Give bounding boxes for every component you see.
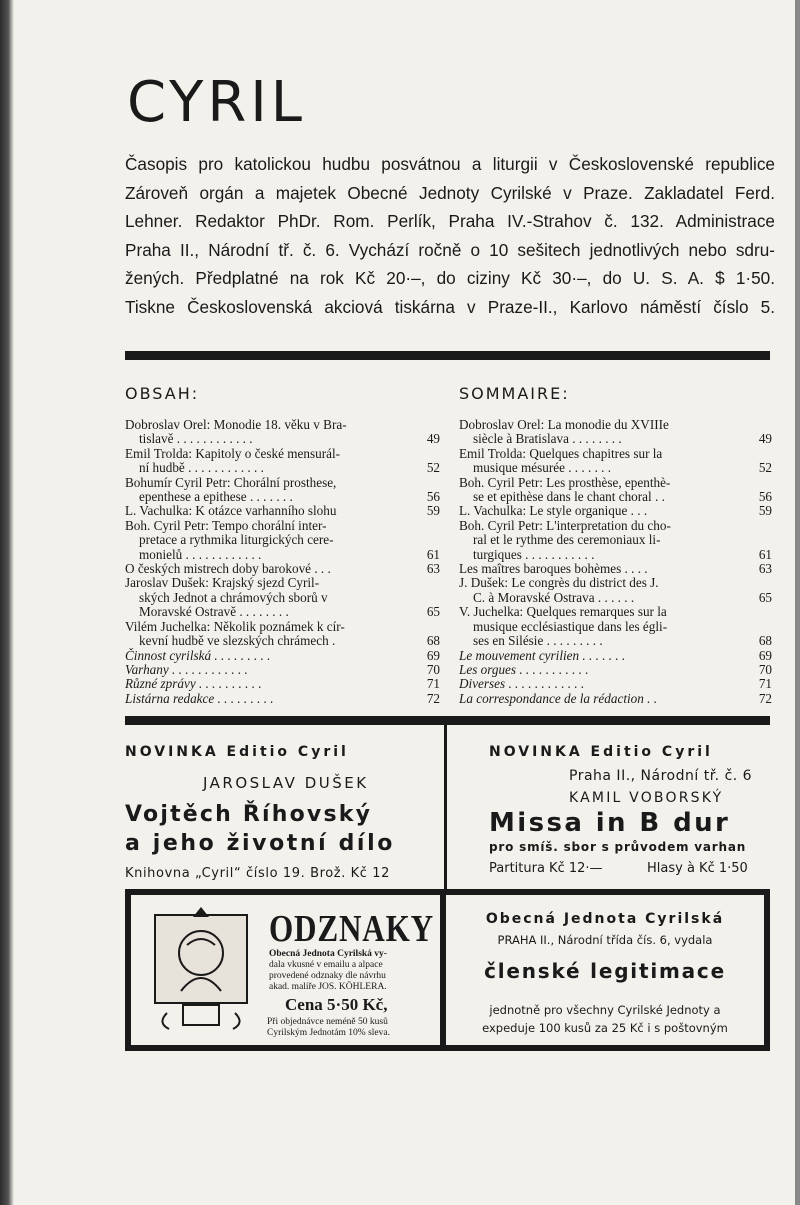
ad-kicker: NOVINKA Editio Cyril <box>489 744 713 760</box>
contents-heading-cs: OBSAH: <box>125 384 200 403</box>
contents-entry <box>459 519 772 562</box>
contents-entry-text: siècle à Bratislava . . . . . . . . <box>473 431 622 447</box>
contents-entry-text: Boh. Cyril Petr: L'interpretation du cho- <box>459 517 671 533</box>
contents-entry-page: 52 <box>758 460 772 476</box>
contents-entry <box>459 677 772 691</box>
contents-entry <box>125 677 440 691</box>
page-binding-edge <box>0 0 14 1205</box>
contents-entry-text: Bohumír Cyril Petr: Chorální prosthese, <box>125 474 337 490</box>
ad-book-title-line1: Vojtěch Říhovský <box>125 802 373 827</box>
contents-entry-text: Vilém Juchelka: Několik poznámek k cír- <box>125 618 345 634</box>
contents-entry-page: 52 <box>426 460 440 476</box>
ad-address: Praha II., Národní tř. č. 6 <box>569 768 753 784</box>
badge-emblem-icon <box>147 905 257 1035</box>
contents-entry <box>459 476 772 505</box>
badges-description <box>269 949 387 993</box>
contents-entry <box>125 504 440 518</box>
contents-entry-text: ses en Silésie . . . . . . . . . <box>473 633 603 649</box>
contents-entry-page: 49 <box>758 431 772 447</box>
contents-entry-page: 65 <box>426 604 440 620</box>
contents-entry <box>125 562 440 576</box>
badges-note <box>267 1017 390 1039</box>
contents-entry-text: monielů . . . . . . . . . . . . <box>139 546 262 562</box>
badges-text-line: akad. malíře JOS. KÖHLERA. <box>269 982 387 992</box>
page-right-edge <box>795 0 800 1205</box>
ad-price-score: Partitura Kč 12·— <box>489 861 603 876</box>
description-line: Zároveň orgán a majetek Obecné Jednoty Cyrilské v Praze. Zakladatel Ferd. <box>125 182 775 203</box>
ad-mass-subtitle: pro smíš. sbor s průvodem varhan <box>489 840 747 854</box>
ad-membership-frame <box>440 889 770 1051</box>
contents-entry-text: J. Dušek: Le congrès du district des J. <box>459 575 659 591</box>
contents-entry-text: musique ecclésiastique dans les égli- <box>473 618 668 634</box>
contents-entry <box>125 519 440 562</box>
contents-entry-page: 69 <box>426 647 440 663</box>
contents-entry-text: Varhany . . . . . . . . . . . . <box>125 661 248 677</box>
contents-entry-page: 63 <box>426 561 440 577</box>
contents-entry-text: Boh. Cyril Petr: Tempo chorální inter- <box>125 517 327 533</box>
contents-entry <box>459 576 772 605</box>
contents-entry-text: L. Vachulka: K otázce varhanního slohu <box>125 503 337 519</box>
contents-entry-text: Le mouvement cyrilien . . . . . . . <box>459 647 626 663</box>
ad-price-parts: Hlasy à Kč 1·50 <box>647 861 748 876</box>
contents-entry <box>459 562 772 576</box>
contents-entry-page: 65 <box>758 589 772 605</box>
ad-badges-frame <box>125 889 446 1051</box>
contents-entry-text: se et epithèse dans le chant choral . . <box>473 489 665 505</box>
contents-entry <box>459 504 772 518</box>
contents-entry <box>459 663 772 677</box>
contents-entry-page: 70 <box>758 661 772 677</box>
contents-entry-page: 68 <box>426 633 440 649</box>
contents-entry-page: 63 <box>758 561 772 577</box>
badges-text-line: provedené odznaky dle návrhu <box>269 971 386 981</box>
contents-entry-text: Emil Trolda: Quelques chapitres sur la <box>459 445 663 461</box>
ad-kicker: NOVINKA Editio Cyril <box>125 744 349 760</box>
contents-entry-text: Činnost cyrilská . . . . . . . . . <box>125 647 271 663</box>
contents-entry-page: 68 <box>758 633 772 649</box>
membership-address: PRAHA II., Národní třída čís. 6, vydala <box>497 933 713 947</box>
contents-entry-text: pretace a rythmika liturgických cere- <box>139 532 334 548</box>
contents-entry-page: 71 <box>426 676 440 692</box>
description-line: Tiskne Československá akciová tiskárna v Praze-II., Karlovo náměstí číslo 5. <box>125 296 775 317</box>
ad-author: JAROSLAV DUŠEK <box>203 774 369 792</box>
badges-note-line: Cyrilským Jednotám 10% sleva. <box>267 1028 390 1038</box>
ad-book-riihovsky <box>125 738 440 888</box>
contents-entry-text: Jaroslav Dušek: Krajský sjezd Cyril- <box>125 575 320 591</box>
description-line: Praha II., Národní tř. č. 6. Vychází ročně o 10 sešitech jednotlivých nebo sdru- <box>125 239 775 260</box>
ad-mass-title: Missa in B dur <box>489 808 731 838</box>
contents-entry <box>459 649 772 663</box>
contents-entry <box>125 447 440 476</box>
badges-text-line: Obecná Jednota Cyrilská vy- <box>269 949 387 959</box>
contents-entry <box>125 576 440 619</box>
contents-entry-page: 56 <box>758 489 772 505</box>
contents-entry <box>125 692 440 706</box>
ad-divider <box>444 725 447 890</box>
contents-list-cs <box>125 418 440 706</box>
contents-entry-text: L. Vachulka: Le style organique . . . <box>459 503 648 519</box>
ad-missa <box>489 738 774 888</box>
contents-entry-text: epenthese a epithese . . . . . . . <box>139 489 293 505</box>
contents-entry-page: 49 <box>426 431 440 447</box>
contents-entry <box>125 663 440 677</box>
journal-title: CYRIL <box>127 70 306 135</box>
contents-entry-text: Les orgues . . . . . . . . . . . <box>459 661 589 677</box>
contents-entry-text: Boh. Cyril Petr: Les prosthèse, epenthè- <box>459 474 671 490</box>
contents-entry-page: 70 <box>426 661 440 677</box>
membership-title: členské legitimace <box>484 959 726 983</box>
membership-text-line: jednotně pro všechny Cyrilské Jednoty a <box>489 1003 721 1017</box>
contents-entry-text: Dobroslav Orel: La monodie du XVIIIe <box>459 417 669 432</box>
contents-entry-page: 72 <box>426 690 440 706</box>
contents-entry-text: ských Jednot a chrámových sborů v <box>139 589 328 605</box>
contents-entry <box>459 447 772 476</box>
contents-entry-text: ní hudbě . . . . . . . . . . . . <box>139 460 264 476</box>
contents-entry-text: Různé zprávy . . . . . . . . . . <box>125 676 262 692</box>
description-line: Časopis pro katolickou hudbu posvátnou a liturgii v Československé republice <box>125 154 775 174</box>
contents-entry-text: Listárna redakce . . . . . . . . . <box>125 690 274 706</box>
contents-entry-page: 71 <box>758 676 772 692</box>
description-line: Lehner. Redaktor PhDr. Rom. Perlík, Praha IV.-Strahov č. 132. Administrace <box>125 211 775 231</box>
contents-entry-page: 69 <box>758 647 772 663</box>
badges-price: Cena 5·50 Kč, <box>285 995 388 1014</box>
contents-entry-text: Diverses . . . . . . . . . . . . <box>459 676 585 692</box>
ad-book-title-line2: a jeho životní dílo <box>125 831 395 856</box>
contents-entry-page: 56 <box>426 489 440 505</box>
membership-org: Obecná Jednota Cyrilská <box>485 911 725 927</box>
ad-book-footer: Knihovna „Cyril“ číslo 19. Brož. Kč 12 <box>125 866 391 881</box>
divider-rule <box>125 716 770 725</box>
contents-entry-text: turgiques . . . . . . . . . . . <box>473 546 595 562</box>
contents-entry-text: Dobroslav Orel: Monodie 18. věku v Bra- <box>125 417 347 432</box>
contents-entry-text: V. Juchelka: Quelques remarques sur la <box>459 604 667 620</box>
contents-entry-text: kevní hudbě ve slezských chrámech . <box>139 633 336 649</box>
contents-entry-text: Moravské Ostravě . . . . . . . . <box>139 604 289 620</box>
badges-text-line: dala vkusné v emailu a alpace <box>269 960 383 970</box>
contents-entry <box>459 692 772 706</box>
ad-author: KAMIL VOBORSKÝ <box>569 790 724 806</box>
contents-entry <box>125 418 440 447</box>
contents-entry-page: 61 <box>426 546 440 562</box>
contents-list-fr <box>459 418 772 706</box>
contents-entry-text: C. à Moravské Ostrava . . . . . . <box>473 589 635 605</box>
divider-rule <box>125 351 770 360</box>
journal-description <box>125 150 775 321</box>
badges-note-line: Při objednávce neméně 50 kusů <box>267 1017 388 1027</box>
contents-entry-page: 59 <box>426 503 440 519</box>
contents-entry <box>459 605 772 648</box>
contents-entry-page: 72 <box>758 690 772 706</box>
contents-entry-text: O českých mistrech doby barokové . . . <box>125 561 331 577</box>
contents-entry-text: tislavě . . . . . . . . . . . . <box>139 431 253 447</box>
contents-entry <box>125 620 440 649</box>
contents-entry-text: Emil Trolda: Kapitoly o české mensurál- <box>125 445 340 461</box>
membership-text-line: expeduje 100 kusů za 25 Kč i s poštovným <box>482 1021 728 1035</box>
contents-heading-fr: SOMMAIRE: <box>459 384 570 403</box>
contents-entry-text: La correspondance de la rédaction . . <box>459 690 658 706</box>
contents-entry <box>125 649 440 663</box>
contents-entry-text: Les maîtres baroques bohèmes . . . . <box>459 561 648 577</box>
contents-entry <box>125 476 440 505</box>
contents-entry-page: 61 <box>758 546 772 562</box>
badges-title: ODZNAKY <box>269 908 435 950</box>
contents-entry-page: 59 <box>758 503 772 519</box>
contents-entry-text: musique mésurée . . . . . . . <box>473 460 612 476</box>
description-line: žených. Předplatné na rok Kč 20·–, do ciziny Kč 30·–, do U. S. A. $ 1·50. <box>125 268 775 288</box>
contents-entry <box>459 418 772 447</box>
contents-entry-text: ral et le rythme des ceremoniaux li- <box>473 532 661 548</box>
